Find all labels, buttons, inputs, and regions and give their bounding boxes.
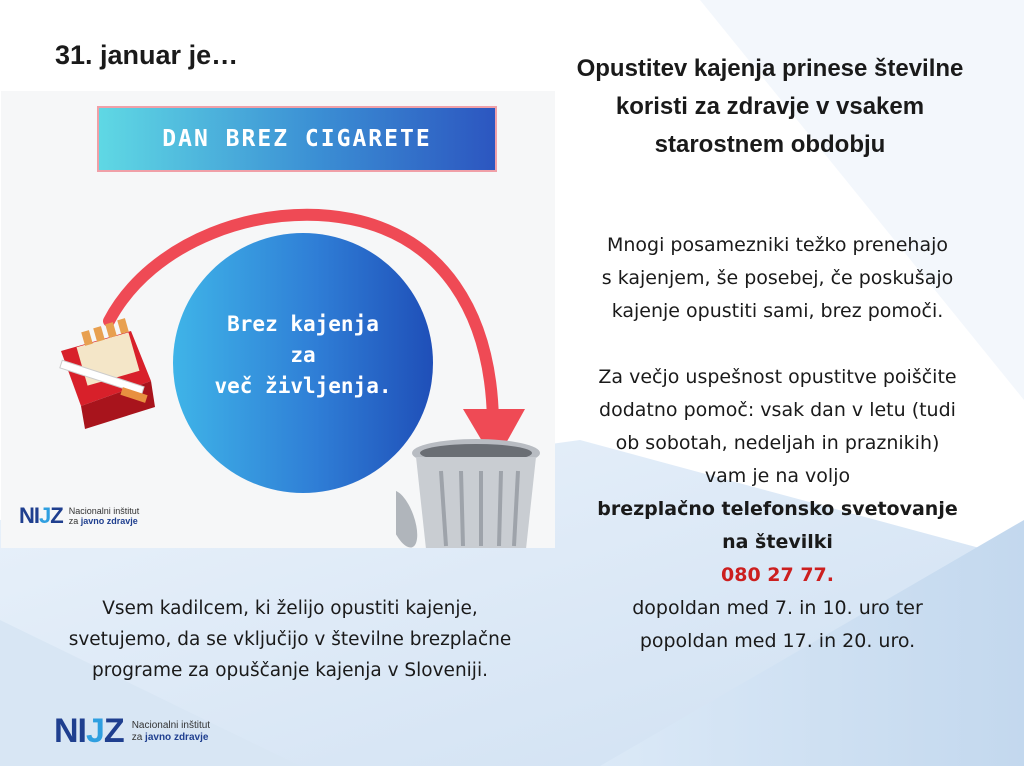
- date-title: 31. januar je…: [55, 40, 239, 70]
- nijz-logo-text: Nacionalni inštitut za javno zdravje: [131, 720, 211, 743]
- hours-line: dopoldan med 7. in 10. uro ter: [632, 597, 923, 619]
- poster-nijz-logo: [19, 503, 139, 529]
- banner-text: DAN BREZ CIGARETE: [162, 126, 432, 152]
- info-line: vam je na voljo: [704, 465, 851, 487]
- trash-can-icon: [396, 431, 555, 548]
- info-line: Za večjo uspešnost opustitve poiščite: [598, 366, 957, 388]
- info-line: ob sobotah, nedeljah in praznikih): [615, 432, 940, 454]
- cigarette-pack-icon: [51, 311, 201, 431]
- info-text: [555, 229, 1000, 658]
- slogan-line: Brez kajenja: [227, 312, 379, 336]
- info-line: dodatno pomoč: vsak dan v letu (tudi: [599, 399, 956, 421]
- heading-line: starostnem obdobju: [654, 131, 886, 158]
- helpline-label: na številki: [722, 531, 833, 553]
- campaign-poster: [1, 91, 555, 548]
- helpline-label: brezplačno telefonsko svetovanje: [597, 498, 958, 520]
- phone-number: 080 27 77.: [721, 564, 834, 586]
- programs-line: programe za opuščanje kajenja v Sloveniji.: [92, 660, 488, 681]
- footer-nijz-logo: [54, 712, 210, 751]
- main-heading: [520, 50, 1020, 164]
- programs-text: [20, 593, 560, 686]
- nijz-logo-mark: NIJZ: [54, 712, 124, 750]
- info-line: s kajenjem, še posebej, če poskušajo: [601, 267, 954, 289]
- programs-line: svetujemo, da se vključijo v številne brezplačne: [68, 629, 512, 650]
- slogan-line: več življenja.: [214, 374, 392, 398]
- heading-line: koristi za zdravje v vsakem: [615, 93, 925, 120]
- info-line: Mnogi posamezniki težko prenehajo: [606, 234, 949, 256]
- nijz-logo-mark: NIJZ: [19, 503, 63, 528]
- heading-line: Opustitev kajenja prinese številne: [576, 55, 964, 82]
- slogan-text: [173, 309, 433, 402]
- hours-line: popoldan med 17. in 20. uro.: [639, 630, 916, 652]
- slogan-line: za: [290, 343, 316, 367]
- programs-line: Vsem kadilcem, ki želijo opustiti kajenje,: [102, 598, 478, 619]
- info-line: kajenje opustiti sami, brez pomoči.: [611, 300, 944, 322]
- nijz-logo-text: Nacionalni inštitut za javno zdravje: [68, 505, 140, 526]
